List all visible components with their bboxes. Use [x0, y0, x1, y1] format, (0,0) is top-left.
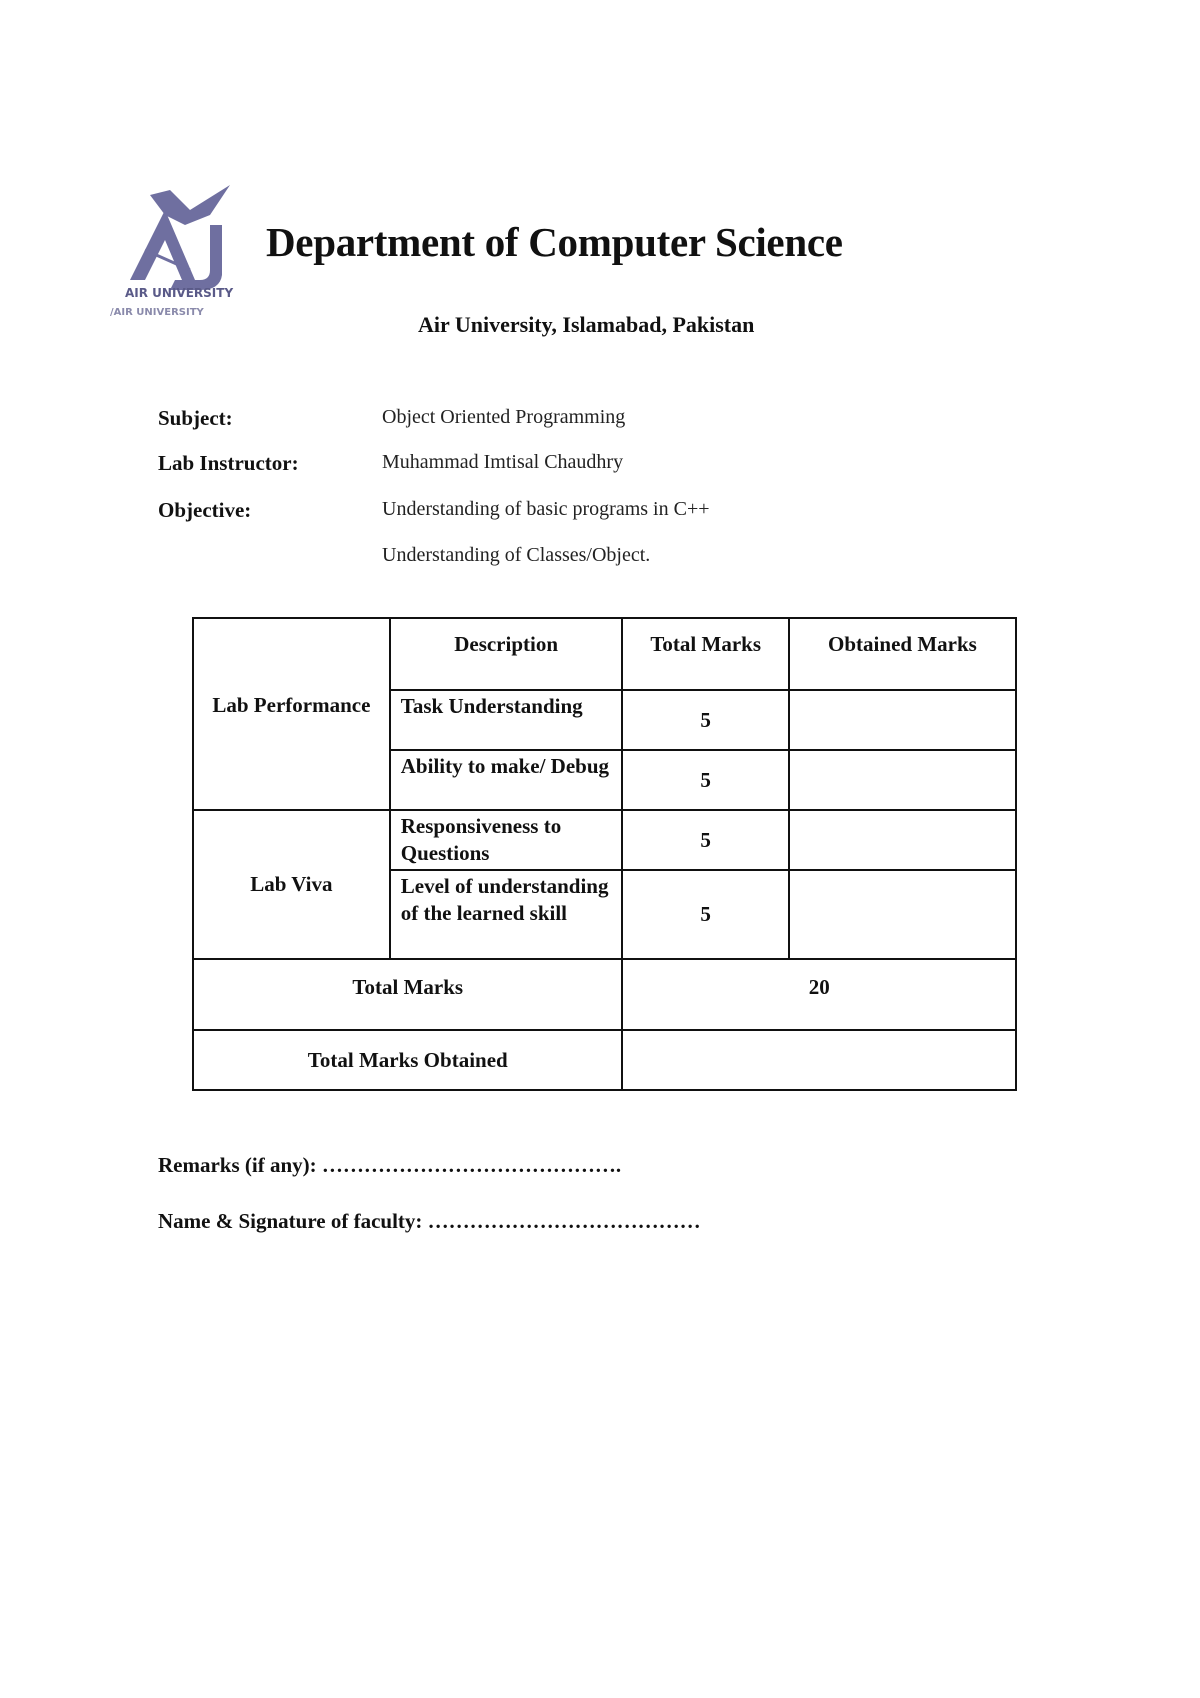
header-description: Description — [390, 618, 623, 690]
group-lab-viva: Lab Viva — [193, 810, 390, 959]
objective-value-2: Understanding of Classes/Object. — [382, 544, 651, 566]
subtitle: Air University, Islamabad, Pakistan — [418, 312, 755, 337]
objective-label: Objective: — [158, 498, 252, 522]
row-total: 5 — [622, 750, 788, 810]
total-obtained-row — [193, 1030, 1016, 1090]
row-total: 5 — [622, 870, 788, 959]
marks-table — [192, 617, 1017, 1091]
row-obtained[interactable] — [789, 750, 1016, 810]
row-description: Task Understanding — [390, 690, 623, 750]
instructor-value: Muhammad Imtisal Chaudhry — [382, 451, 624, 473]
total-marks-row — [193, 959, 1016, 1030]
subject-label: Subject: — [158, 406, 233, 430]
total-obtained-value[interactable] — [622, 1030, 1016, 1090]
table-row — [193, 810, 1016, 870]
air-university-logo — [110, 180, 270, 325]
subject-value: Object Oriented Programming — [382, 406, 626, 428]
svg-text:AIR UNIVERSITY: AIR UNIVERSITY — [125, 286, 234, 300]
row-obtained[interactable] — [789, 690, 1016, 750]
header-total-marks: Total Marks — [622, 618, 788, 690]
total-marks-label: Total Marks — [193, 959, 622, 1030]
total-obtained-label: Total Marks Obtained — [193, 1030, 622, 1090]
objective-value-1: Understanding of basic programs in C++ — [382, 498, 710, 520]
row-obtained[interactable] — [789, 870, 1016, 959]
row-description: Level of understanding of the learned skill — [390, 870, 623, 959]
row-total: 5 — [622, 690, 788, 750]
instructor-label: Lab Instructor: — [158, 451, 299, 475]
header-obtained-marks: Obtained Marks — [789, 618, 1016, 690]
table-header-row — [193, 618, 1016, 690]
signature-line: Name & Signature of faculty: ………………………………… — [158, 1209, 701, 1233]
row-total: 5 — [622, 810, 788, 870]
row-obtained[interactable] — [789, 810, 1016, 870]
row-description: Responsiveness to Questions — [390, 810, 623, 870]
svg-text:/AIR UNIVERSITY: /AIR UNIVERSITY — [110, 307, 204, 318]
total-marks-value: 20 — [622, 959, 1016, 1030]
page-title: Department of Computer Science — [266, 219, 843, 265]
remarks-line: Remarks (if any): ……………………………………. — [158, 1153, 622, 1177]
group-lab-performance: Lab Performance — [193, 618, 390, 810]
row-description: Ability to make/ Debug — [390, 750, 623, 810]
